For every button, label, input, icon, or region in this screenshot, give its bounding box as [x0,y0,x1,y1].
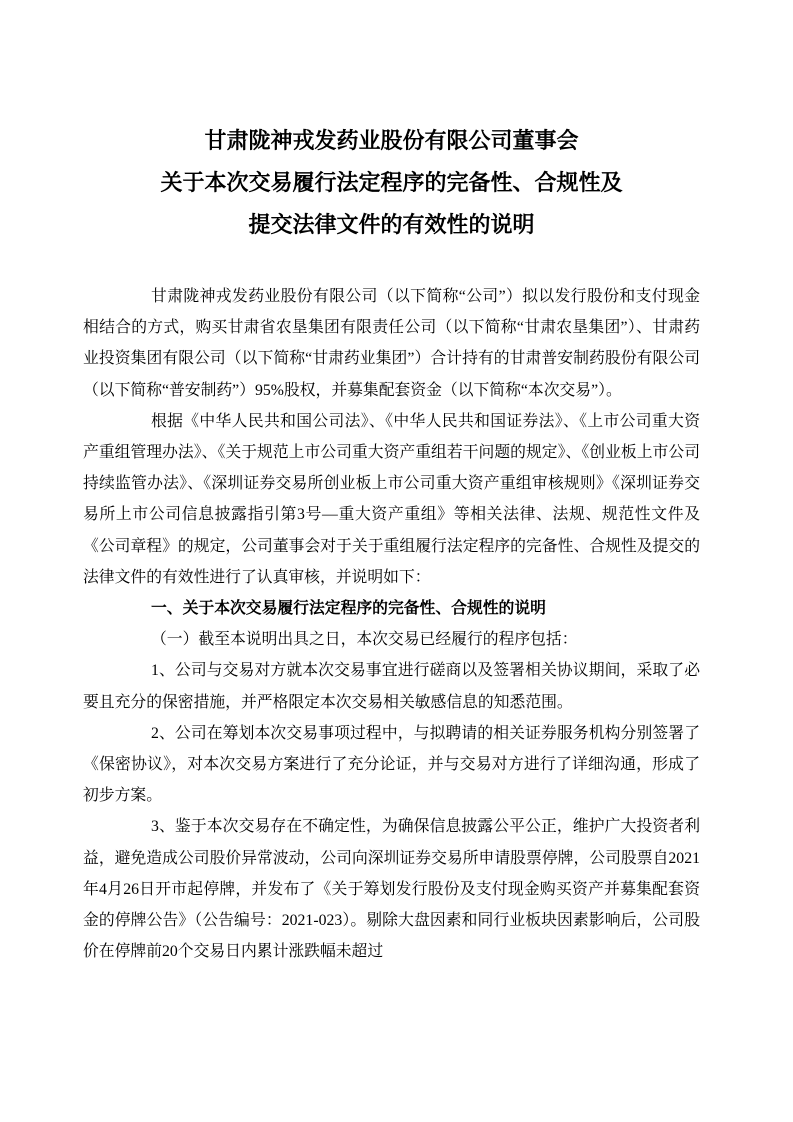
paragraph: （一）截至本说明出具之日，本次交易已经履行的程序包括： [151,631,578,649]
document-title-line-3: 提交法律文件的有效性的说明 [248,212,535,237]
section-heading: 一、关于本次交易履行法定程序的完备性、合规性的说明 [151,600,546,618]
document-title-line-2: 关于本次交易履行法定程序的完备性、合规性及 [160,170,623,195]
paragraph: 根据《中华人民共和国公司法》、《中华人民共和国证券法》、《上市公司重大资产重组管理办法》、《关于规范上市公司重大资产重组若干问题的规定》、《创业板上市公司持续监管办法》、《深圳证券交易所创业板上市公司重大资产重组审核规则》《深圳证券交易所上市公司信息披露指引第3号—重大资产重组》等相关法律、法规、规范性文件及《公司章程》的规定，公司董事会对于关于重组履行法定程序的完备性、合规性及提交的法律文件的有效性进行了认真审核，并说明如下： [83,412,700,586]
paragraph-list [83,281,700,967]
paragraph: 甘肃陇神戎发药业股份有限公司（以下简称“公司”）拟以发行股份和支付现金相结合的方式，购买甘肃省农垦集团有限责任公司（以下简称“甘肃农垦集团”）、甘肃药业投资集团有限公司（以下简称“甘肃药业集团”）合计持有的甘肃普安制药股份有限公司（以下简称“普安制药”）95%股权，并募集配套资金（以下简称“本次交易”）。 [83,288,700,399]
document-title [83,120,700,246]
paragraph: 1、公司与交易对方就本次交易事宜进行磋商以及签署相关协议期间，采取了必要且充分的保密措施，并严格限定本次交易相关敏感信息的知悉范围。 [83,662,700,711]
document-title-line-1: 甘肃陇神戎发药业股份有限公司董事会 [204,128,579,153]
document-content [83,120,700,967]
paragraph: 2、公司在筹划本次交易事项过程中，与拟聘请的相关证券服务机构分别签署了《保密协议》，对本次交易方案进行了充分论证，并与交易对方进行了详细沟通，形成了初步方案。 [83,724,700,805]
paragraph: 3、鉴于本次交易存在不确定性，为确保信息披露公平公正，维护广大投资者利益，避免造成公司股价异常波动，公司向深圳证券交易所申请股票停牌，公司股票自2021年4月26日开市起停牌，并发布了《关于筹划发行股份及支付现金购买资产并募集配套资金的停牌公告》（公告编号：2021-023）。剔除大盘因素和同行业板块因素影响后，公司股价在停牌前20个交易日内累计涨跌幅未超过 [83,818,700,961]
